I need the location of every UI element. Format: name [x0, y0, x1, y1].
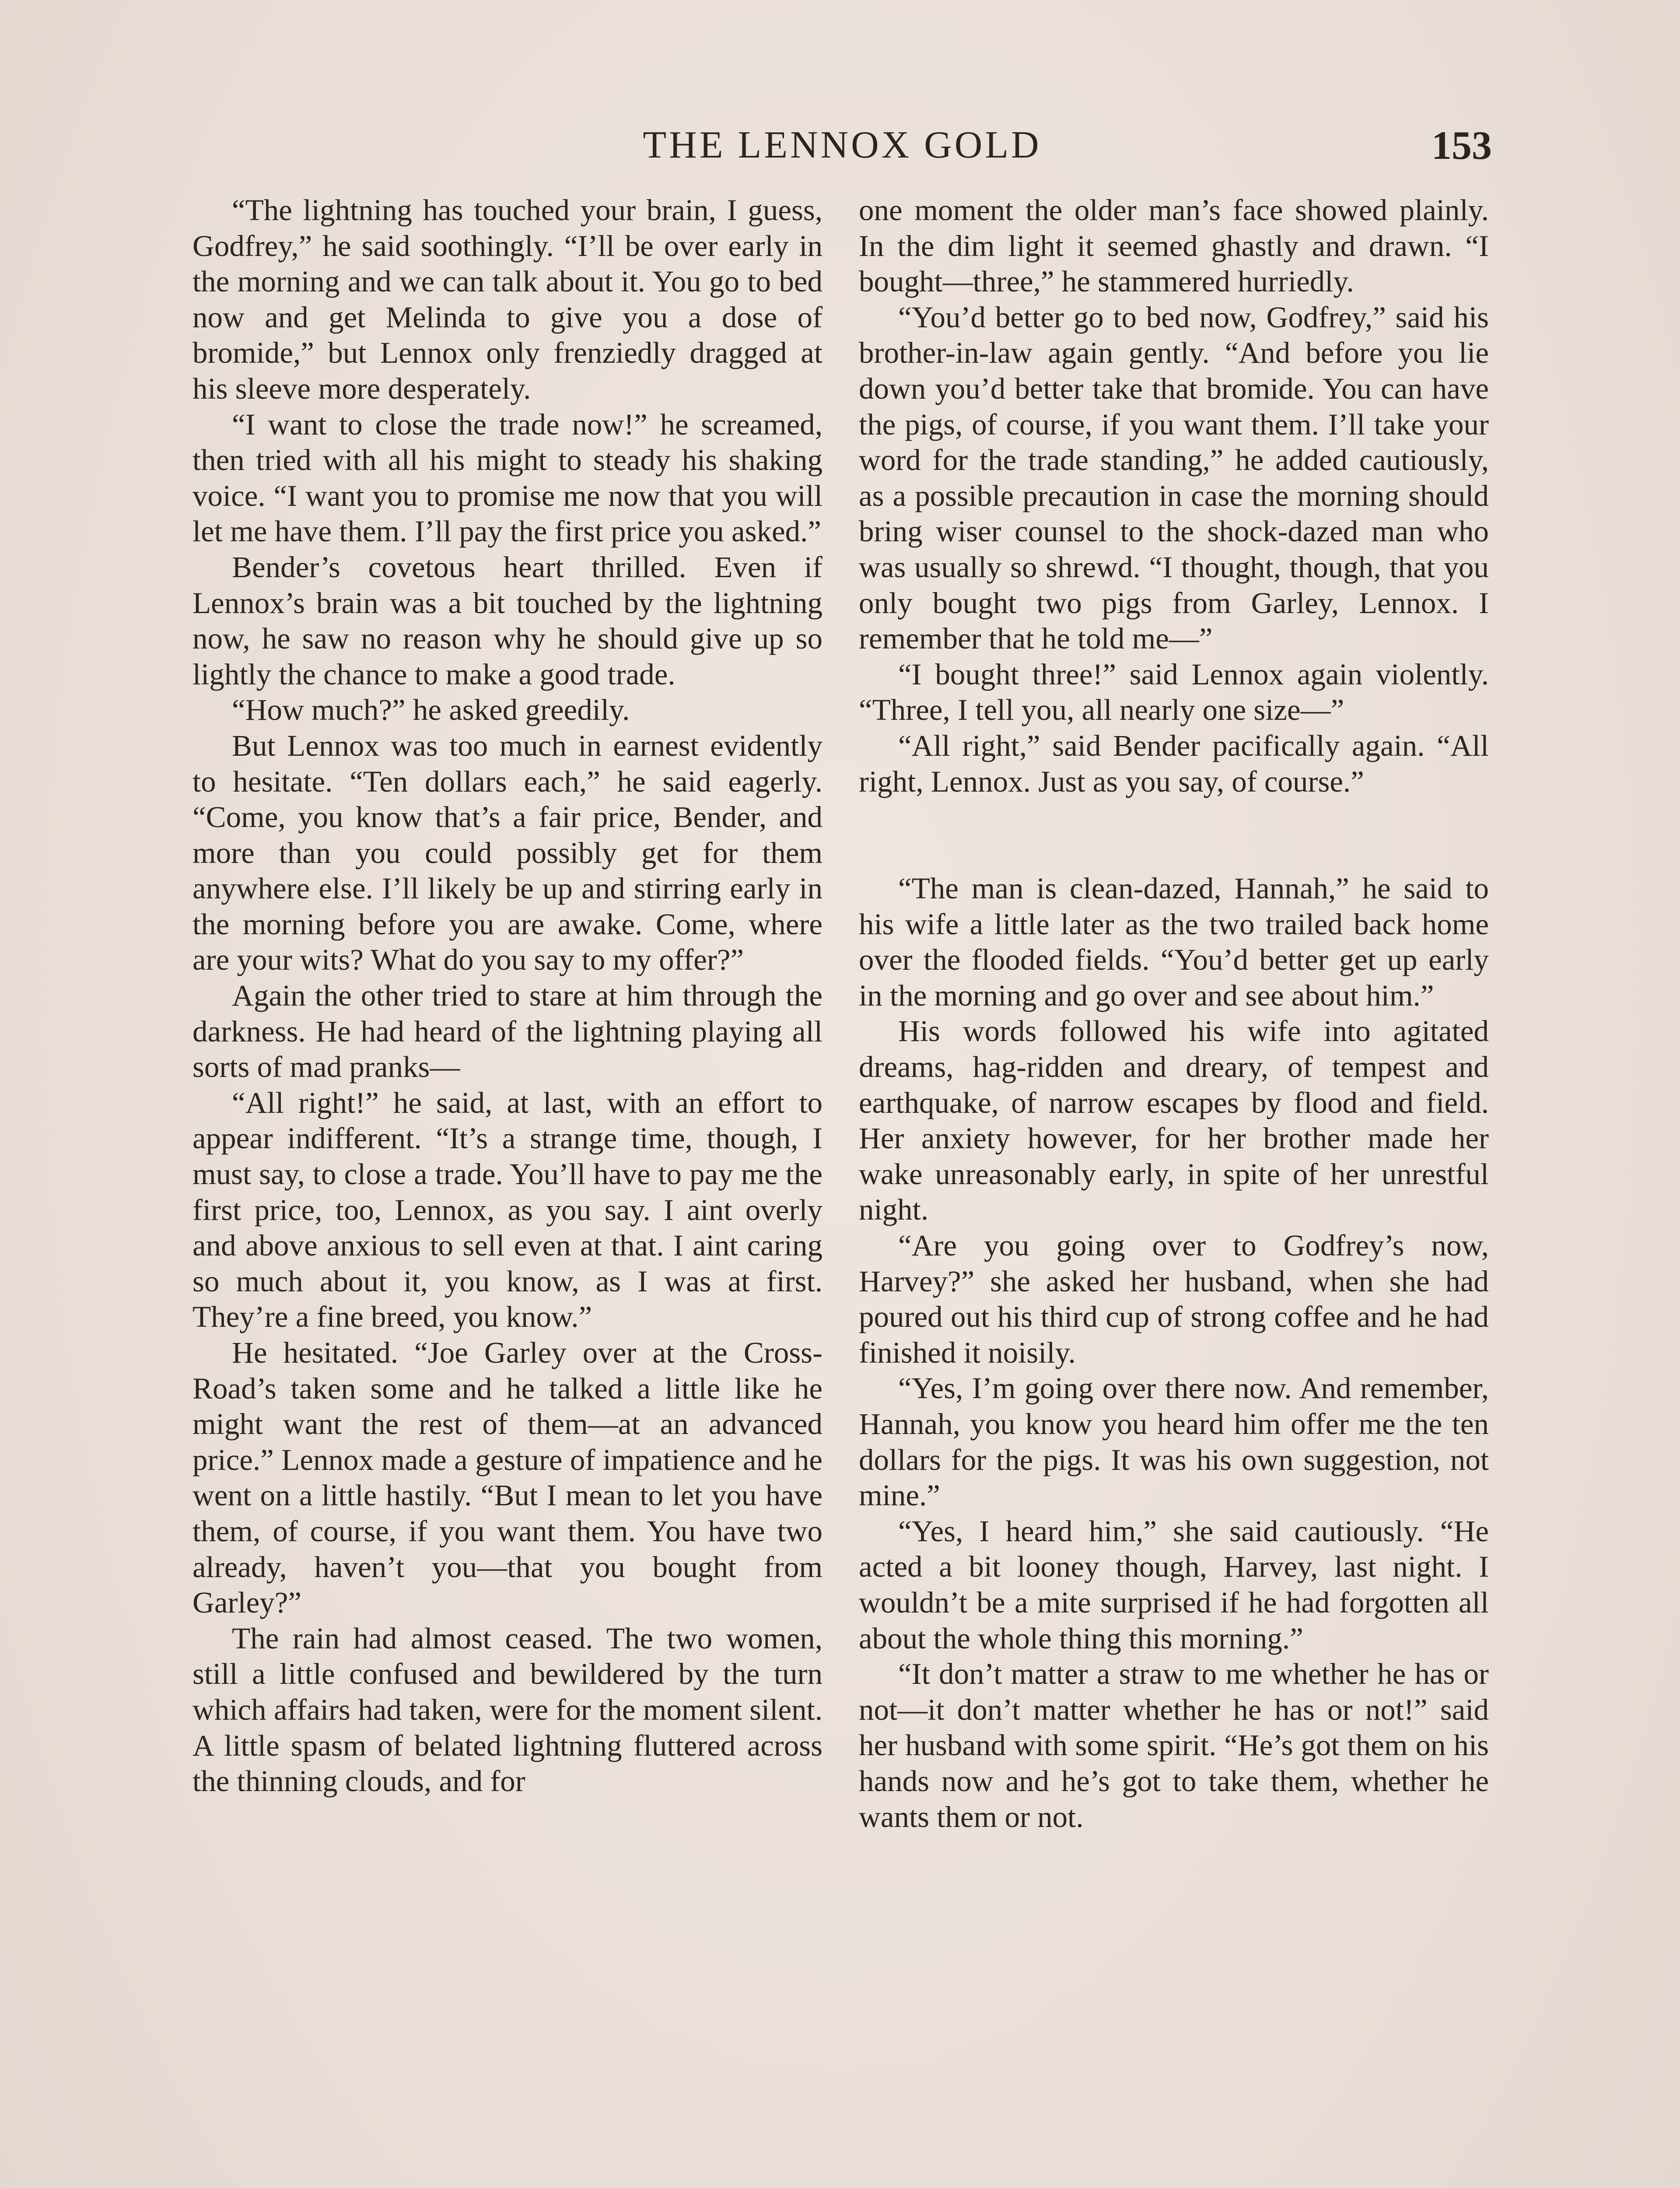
paragraph: Bender’s covetous heart thrilled. Even if Lennox’s brain was a bit touched by the lightning now, he saw no reason why he should give up so lightly the chance to make a good trade.: [192, 550, 822, 691]
paragraph: His words followed his wife into agitated dreams, hag-ridden and dreary, of tempest and earthquake, of narrow escapes by flood and field. Her anxiety however, for her brother made her wake unreasonably early, in spite of her unrestful night.: [859, 1014, 1489, 1227]
left-column: [192, 193, 822, 2188]
paragraph: “How much?” he asked greedily.: [232, 693, 630, 727]
paragraph-continuation: one moment the older man’s face showed plainly. In the dim light it seemed ghastly and drawn. “I bought—three,” he stammered hurriedly.: [859, 193, 1489, 298]
paragraph: “The man is clean-dazed, Hannah,” he said to his wife a little later as the two trailed back home over the flooded fields. “You’d better get up early in the morning and go over and see about him.”: [859, 872, 1489, 1012]
section-break: [859, 799, 1489, 871]
page-title: THE LENNOX GOLD: [643, 124, 1042, 166]
paragraph: The rain had almost ceased. The two women, still a little confused and bewildered by the turn which affairs had taken, were for the moment silent. A little spasm of belated lightning fluttered across the thinning clouds, and for: [192, 1621, 822, 1798]
page-number: 153: [1432, 123, 1492, 168]
paragraph: “It don’t matter a straw to me whether he has or not—it don’t matter whether he has or not!” said her husband with some spirit. “He’s got them on his hands now and he’s got to take them, whether he wants them or not.: [859, 1657, 1489, 1834]
paragraph: “Yes, I’m going over there now. And remember, Hannah, you know you heard him offer me the ten dollars for the pigs. It was his own suggestion, not mine.”: [859, 1371, 1489, 1512]
paragraph: “All right,” said Bender pacifically again. “All right, Lennox. Just as you say, of course.”: [859, 729, 1489, 798]
paragraph: Again the other tried to stare at him through the darkness. He had heard of the lightning playing all sorts of mad pranks—: [192, 979, 822, 1084]
paragraph: “Yes, I heard him,” she said cautiously. “He acted a bit looney though, Harvey, last night. I wouldn’t be a mite surprised if he had forgotten all about the whole thing this morning.”: [859, 1514, 1489, 1655]
paragraph: “All right!” he said, at last, with an effort to appear indifferent. “It’s a strange time, though, I must say, to close a trade. You’ll have to pay me the first price, too, Lennox, as you say. I aint overly and above anxious to sell even at that. I aint caring so much about it, you know, as I was at first. They’re a fine breed, you know.”: [192, 1086, 822, 1334]
paragraph: “Are you going over to Godfrey’s now, Harvey?” she asked her husband, when she had poured out his third cup of strong coffee and he had finished it noisily.: [859, 1229, 1489, 1369]
right-column: [859, 193, 1489, 2188]
paragraph: “The lightning has touched your brain, I guess, Godfrey,” he said soothingly. “I’ll be over early in the morning and we can talk about it. You go to bed now and get Melinda to give you a dose of bromide,” but Lennox only frenziedly dragged at his sleeve more desperately.: [192, 193, 822, 405]
paragraph: But Lennox was too much in earnest evidently to hesitate. “Ten dollars each,” he said eagerly. “Come, you know that’s a fair price, Bender, and more than you could possibly get for them anywhere else. I’ll likely be up and stirring early in the morning before you are awake. Come, where are your wits? What do you say to my offer?”: [192, 729, 822, 977]
paragraph: “You’d better go to bed now, Godfrey,” said his brother-in-law again gently. “And before you lie down you’d better take that bromide. You can have the pigs, of course, if you want them. I’ll take your word for the trade standing,” he added cautiously, as a possible precaution in case the morning should bring wiser counsel to the shock-dazed man who was usually so shrewd. “I thought, though, that you only bought two pigs from Garley, Lennox. I remember that he told me—”: [859, 300, 1489, 656]
paragraph: “I want to close the trade now!” he screamed, then tried with all his might to steady his shaking voice. “I want you to promise me now that you will let me have them. I’ll pay the first price you asked.”: [192, 407, 822, 548]
running-header: [192, 115, 1492, 176]
paragraph: He hesitated. “Joe Garley over at the Cross-Road’s taken some and he talked a little like he might want the rest of them—at an advanced price.” Lennox made a gesture of impatience and he went on a little hastily. “But I mean to let you have them, of course, if you want them. You have two already, haven’t you—that you bought from Garley?”: [192, 1336, 822, 1620]
paragraph: “I bought three!” said Lennox again violently. “Three, I tell you, all nearly one size—”: [859, 657, 1489, 727]
